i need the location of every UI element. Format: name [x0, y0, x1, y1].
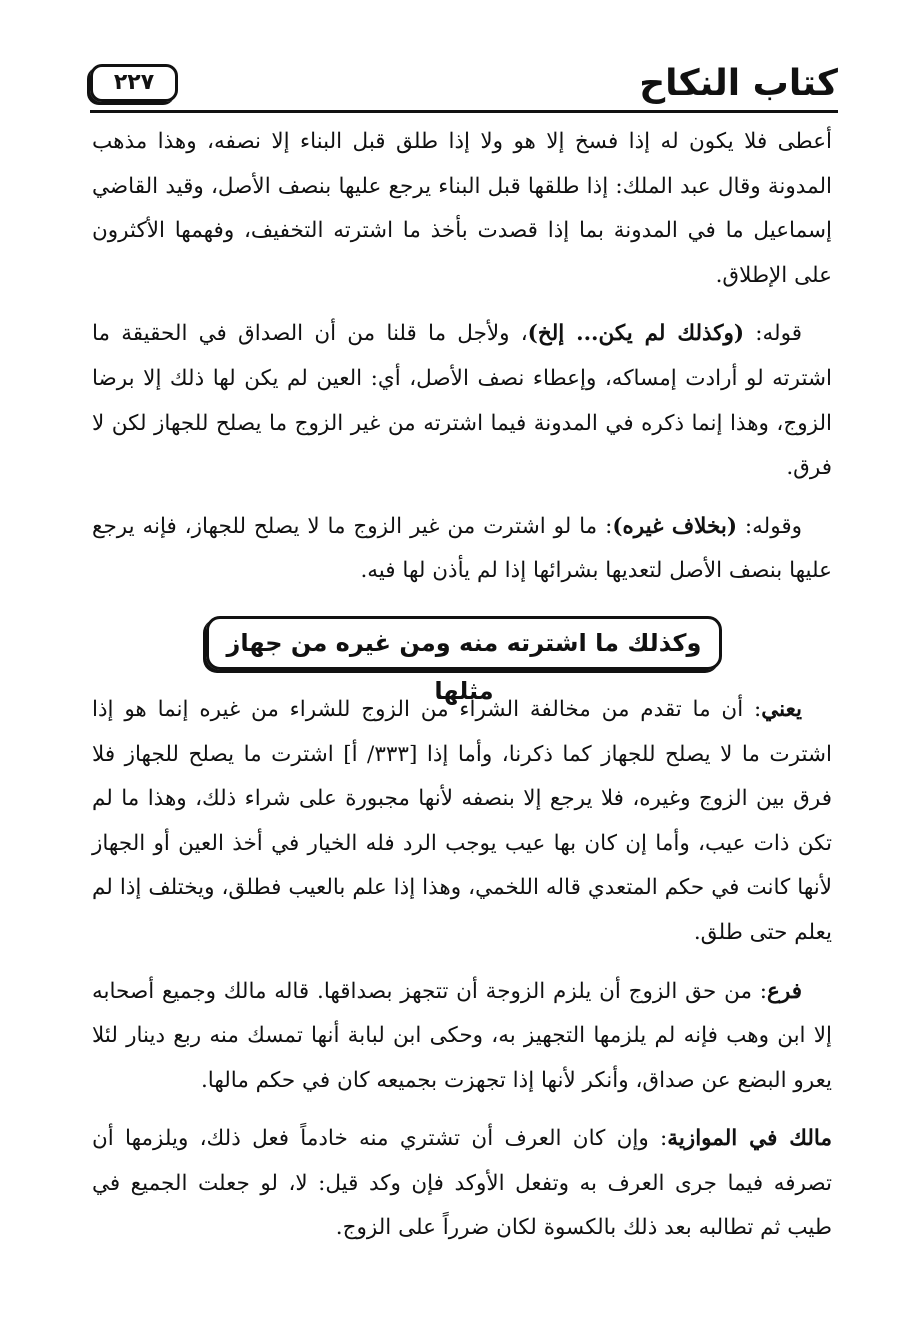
paragraph-4-text: : أن ما تقدم من مخالفة الشراء من الزوج للشراء من غيره إنما هو إذا اشترت ما لا يصلح للجهاز كما ذكرنا، وأما إذا [٣٣٣/ أ] اشترت ما يصلح للجهاز فلا فرق بين الزوج وغيره، فلا يرجع إلا بنصفه لأنها مجبورة على شراء ذلك، وهذا ما لم تكن ذات عيب، وأما إن كان بها عيب يوجب الرد فله الخيار في أخذ العين أو الجهاز لأنها كانت في حكم المتعدي قاله اللخمي، وهذا إذا علم بالعيب فطلق، ويختلف إذا لم يعلم حتى طلق. — [92, 696, 832, 945]
paragraph-5 — [92, 970, 832, 1104]
paragraph-2-text: ، ولأجل ما قلنا من أن الصداق في الحقيقة ما اشترته لو أرادت إمساكه، وإعطاء نصف الأصل، أي: العين لم يكن لها ذلك إلا برضا الزوج، وهذا إنما ذكره في المدونة فيما اشترته من غير الزوج ما يصلح للجهاز لكن لا فرق. — [92, 321, 832, 481]
body-text — [92, 120, 832, 1265]
page-header — [90, 58, 838, 114]
paragraph-6-lead: مالك في الموازية — [667, 1126, 832, 1152]
paragraph-3 — [92, 505, 832, 594]
chapter-title: كتاب النكاح — [639, 63, 838, 104]
paragraph-6-text: : وإن كان العرف أن تشتري منه خادماً فعل ذلك، ويلزمها أن تصرفه فيما جرى العرف به وتفعل الأوكد فإن وكد قيل: لا، لو جعلت الجميع في طيب ثم تطالبه بعد ذلك بالكسوة لكان ضرراً على الزوج. — [92, 1126, 832, 1241]
paragraph-1: أعطى فلا يكون له إذا فسخ إلا هو ولا إذا طلق قبل البناء إلا نصفه، وهذا مذهب المدونة وقال عبد الملك: إذا طلقها قبل البناء يرجع عليها بنصف الأصل، وقيد القاضي إسماعيل ما في المدونة بما إذا قصدت بأخذ ما اشترته التخفيف، وفهمها الأكثرون على الإطلاق. — [92, 129, 832, 288]
paragraph-5-lead: فرع — [767, 978, 802, 1004]
paragraph-3-lead: وقوله: — [737, 513, 802, 539]
paragraph-2 — [92, 312, 832, 490]
paragraph-4-lead: يعني — [761, 696, 802, 722]
verse-box: وكذلك ما اشترته منه ومن غيره من جهاز مثلها — [206, 616, 722, 670]
paragraph-6 — [92, 1117, 832, 1251]
paragraph-2-lead: قوله: — [744, 321, 802, 347]
paragraph-4 — [92, 688, 832, 956]
paragraph-5-text: : من حق الزوج أن يلزم الزوجة أن تتجهز بصداقها. قاله مالك وجميع أصحابه إلا ابن وهب فإنه لم يلزمها التجهيز به، وحكى ابن لبابة أنها تمسك منه ربع دينار لئلا يعرو البضع عن صداق، وأنكر لأنها إذا تجهزت بجميعه كان في حكم مالها. — [92, 978, 832, 1093]
paragraph-2-quote: (وكذلك لم يكن... إلخ) — [527, 321, 745, 347]
header-divider — [90, 110, 838, 113]
page-number-badge: ٢٢٧ — [90, 64, 178, 102]
paragraph-3-quote: (بخلاف غيره) — [612, 513, 738, 539]
paragraph-3-text: : ما لو اشترت من غير الزوج ما لا يصلح للجهاز، فإنه يرجع عليها بنصف الأصل لتعديها بشرائها إذا لم يأذن لها فيه. — [92, 513, 832, 584]
